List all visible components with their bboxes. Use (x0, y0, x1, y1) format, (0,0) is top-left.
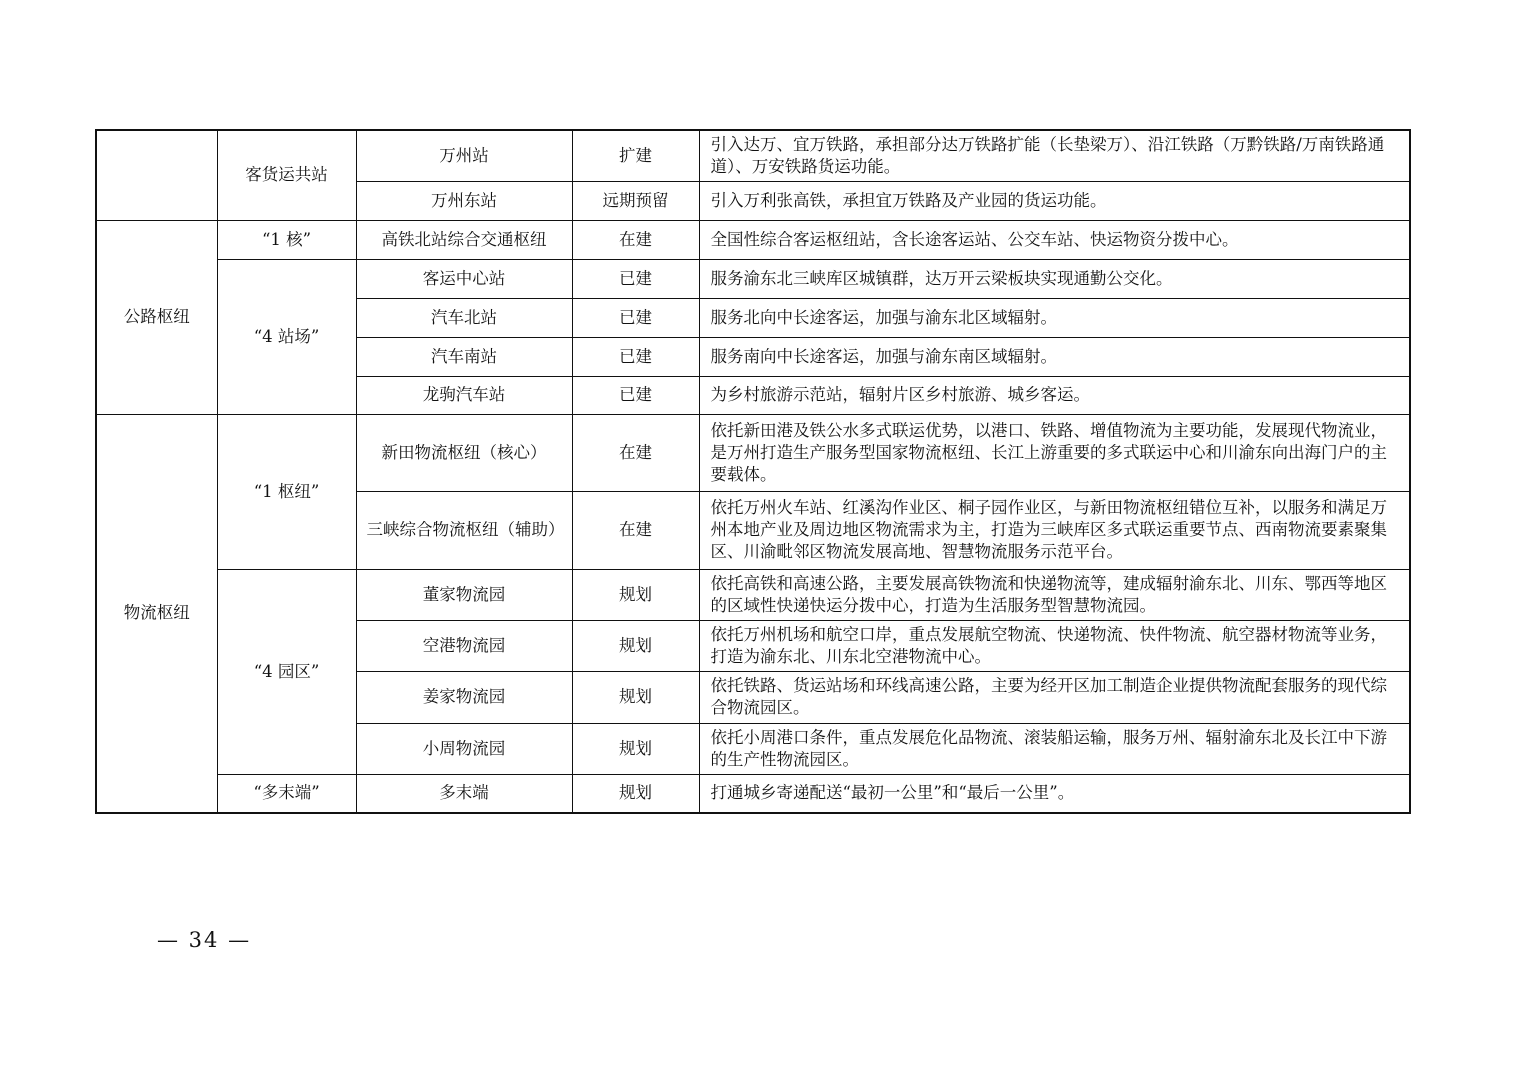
description-cell: 服务北向中长途客运，加强与渝东北区域辐射。 (699, 298, 1410, 337)
status-cell: 规划 (572, 620, 699, 671)
status-cell: 已建 (572, 376, 699, 414)
table-row (96, 414, 1410, 491)
status-cell: 在建 (572, 220, 699, 259)
group-cell: “多末端” (217, 774, 356, 813)
transport-hub-table (95, 129, 1411, 814)
table-row (96, 259, 1410, 298)
name-cell: 小周物流园 (356, 723, 572, 774)
description-cell: 引入万利张高铁，承担宜万铁路及产业园的货运功能。 (699, 181, 1410, 220)
description-cell: 依托铁路、货运站场和环线高速公路，主要为经开区加工制造企业提供物流配套服务的现代综合物流园区。 (699, 671, 1410, 723)
status-cell: 远期预留 (572, 181, 699, 220)
name-cell: 万州东站 (356, 181, 572, 220)
name-cell: 万州站 (356, 130, 572, 181)
name-cell: 三峡综合物流枢纽（辅助） (356, 491, 572, 569)
group-cell: 客货运共站 (217, 130, 356, 220)
name-cell: 龙驹汽车站 (356, 376, 572, 414)
name-cell: 汽车南站 (356, 337, 572, 376)
description-cell: 引入达万、宜万铁路，承担部分达万铁路扩能（长垫梁万）、沿江铁路（万黔铁路/万南铁路通道）、万安铁路货运功能。 (699, 130, 1410, 181)
description-cell: 服务渝东北三峡库区城镇群，达万开云梁板块实现通勤公交化。 (699, 259, 1410, 298)
description-cell: 依托万州火车站、红溪沟作业区、桐子园作业区，与新田物流枢纽错位互补，以服务和满足万州本地产业及周边地区物流需求为主，打造为三峡库区多式联运重要节点、西南物流要素聚集区、川渝毗邻区物流发展高地、智慧物流服务示范平台。 (699, 491, 1410, 569)
status-cell: 规划 (572, 569, 699, 620)
name-cell: 新田物流枢纽（核心） (356, 414, 572, 491)
name-cell: 多末端 (356, 774, 572, 813)
status-cell: 规划 (572, 774, 699, 813)
description-cell: 全国性综合客运枢纽站，含长途客运站、公交车站、快运物资分拨中心。 (699, 220, 1410, 259)
status-cell: 扩建 (572, 130, 699, 181)
table-row (96, 220, 1410, 259)
status-cell: 已建 (572, 337, 699, 376)
description-cell: 打通城乡寄递配送“最初一公里”和“最后一公里”。 (699, 774, 1410, 813)
group-cell: “4 站场” (217, 259, 356, 414)
status-cell: 已建 (572, 298, 699, 337)
name-cell: 董家物流园 (356, 569, 572, 620)
table-row (96, 569, 1410, 620)
page-number: — 34 — (157, 928, 252, 952)
description-cell: 依托新田港及铁公水多式联运优势，以港口、铁路、增值物流为主要功能，发展现代物流业，是万州打造生产服务型国家物流枢纽、长江上游重要的多式联运中心和川渝东向出海门户的主要载体。 (699, 414, 1410, 491)
category-cell: 公路枢纽 (96, 220, 217, 414)
group-cell: “4 园区” (217, 569, 356, 774)
name-cell: 汽车北站 (356, 298, 572, 337)
description-cell: 依托万州机场和航空口岸，重点发展航空物流、快递物流、快件物流、航空器材物流等业务，打造为渝东北、川东北空港物流中心。 (699, 620, 1410, 671)
name-cell: 高铁北站综合交通枢纽 (356, 220, 572, 259)
group-cell: “1 核” (217, 220, 356, 259)
table-row (96, 130, 1410, 181)
group-cell: “1 枢纽” (217, 414, 356, 569)
name-cell: 空港物流园 (356, 620, 572, 671)
status-cell: 在建 (572, 491, 699, 569)
category-cell (96, 130, 217, 220)
name-cell: 客运中心站 (356, 259, 572, 298)
description-cell: 服务南向中长途客运，加强与渝东南区域辐射。 (699, 337, 1410, 376)
status-cell: 在建 (572, 414, 699, 491)
name-cell: 姜家物流园 (356, 671, 572, 723)
status-cell: 规划 (572, 671, 699, 723)
status-cell: 已建 (572, 259, 699, 298)
description-cell: 依托小周港口条件，重点发展危化品物流、滚装船运输，服务万州、辐射渝东北及长江中下游的生产性物流园区。 (699, 723, 1410, 774)
table-row (96, 774, 1410, 813)
category-cell: 物流枢纽 (96, 414, 217, 813)
description-cell: 为乡村旅游示范站，辐射片区乡村旅游、城乡客运。 (699, 376, 1410, 414)
status-cell: 规划 (572, 723, 699, 774)
description-cell: 依托高铁和高速公路，主要发展高铁物流和快递物流等，建成辐射渝东北、川东、鄂西等地区的区域性快递快运分拨中心，打造为生活服务型智慧物流园。 (699, 569, 1410, 620)
